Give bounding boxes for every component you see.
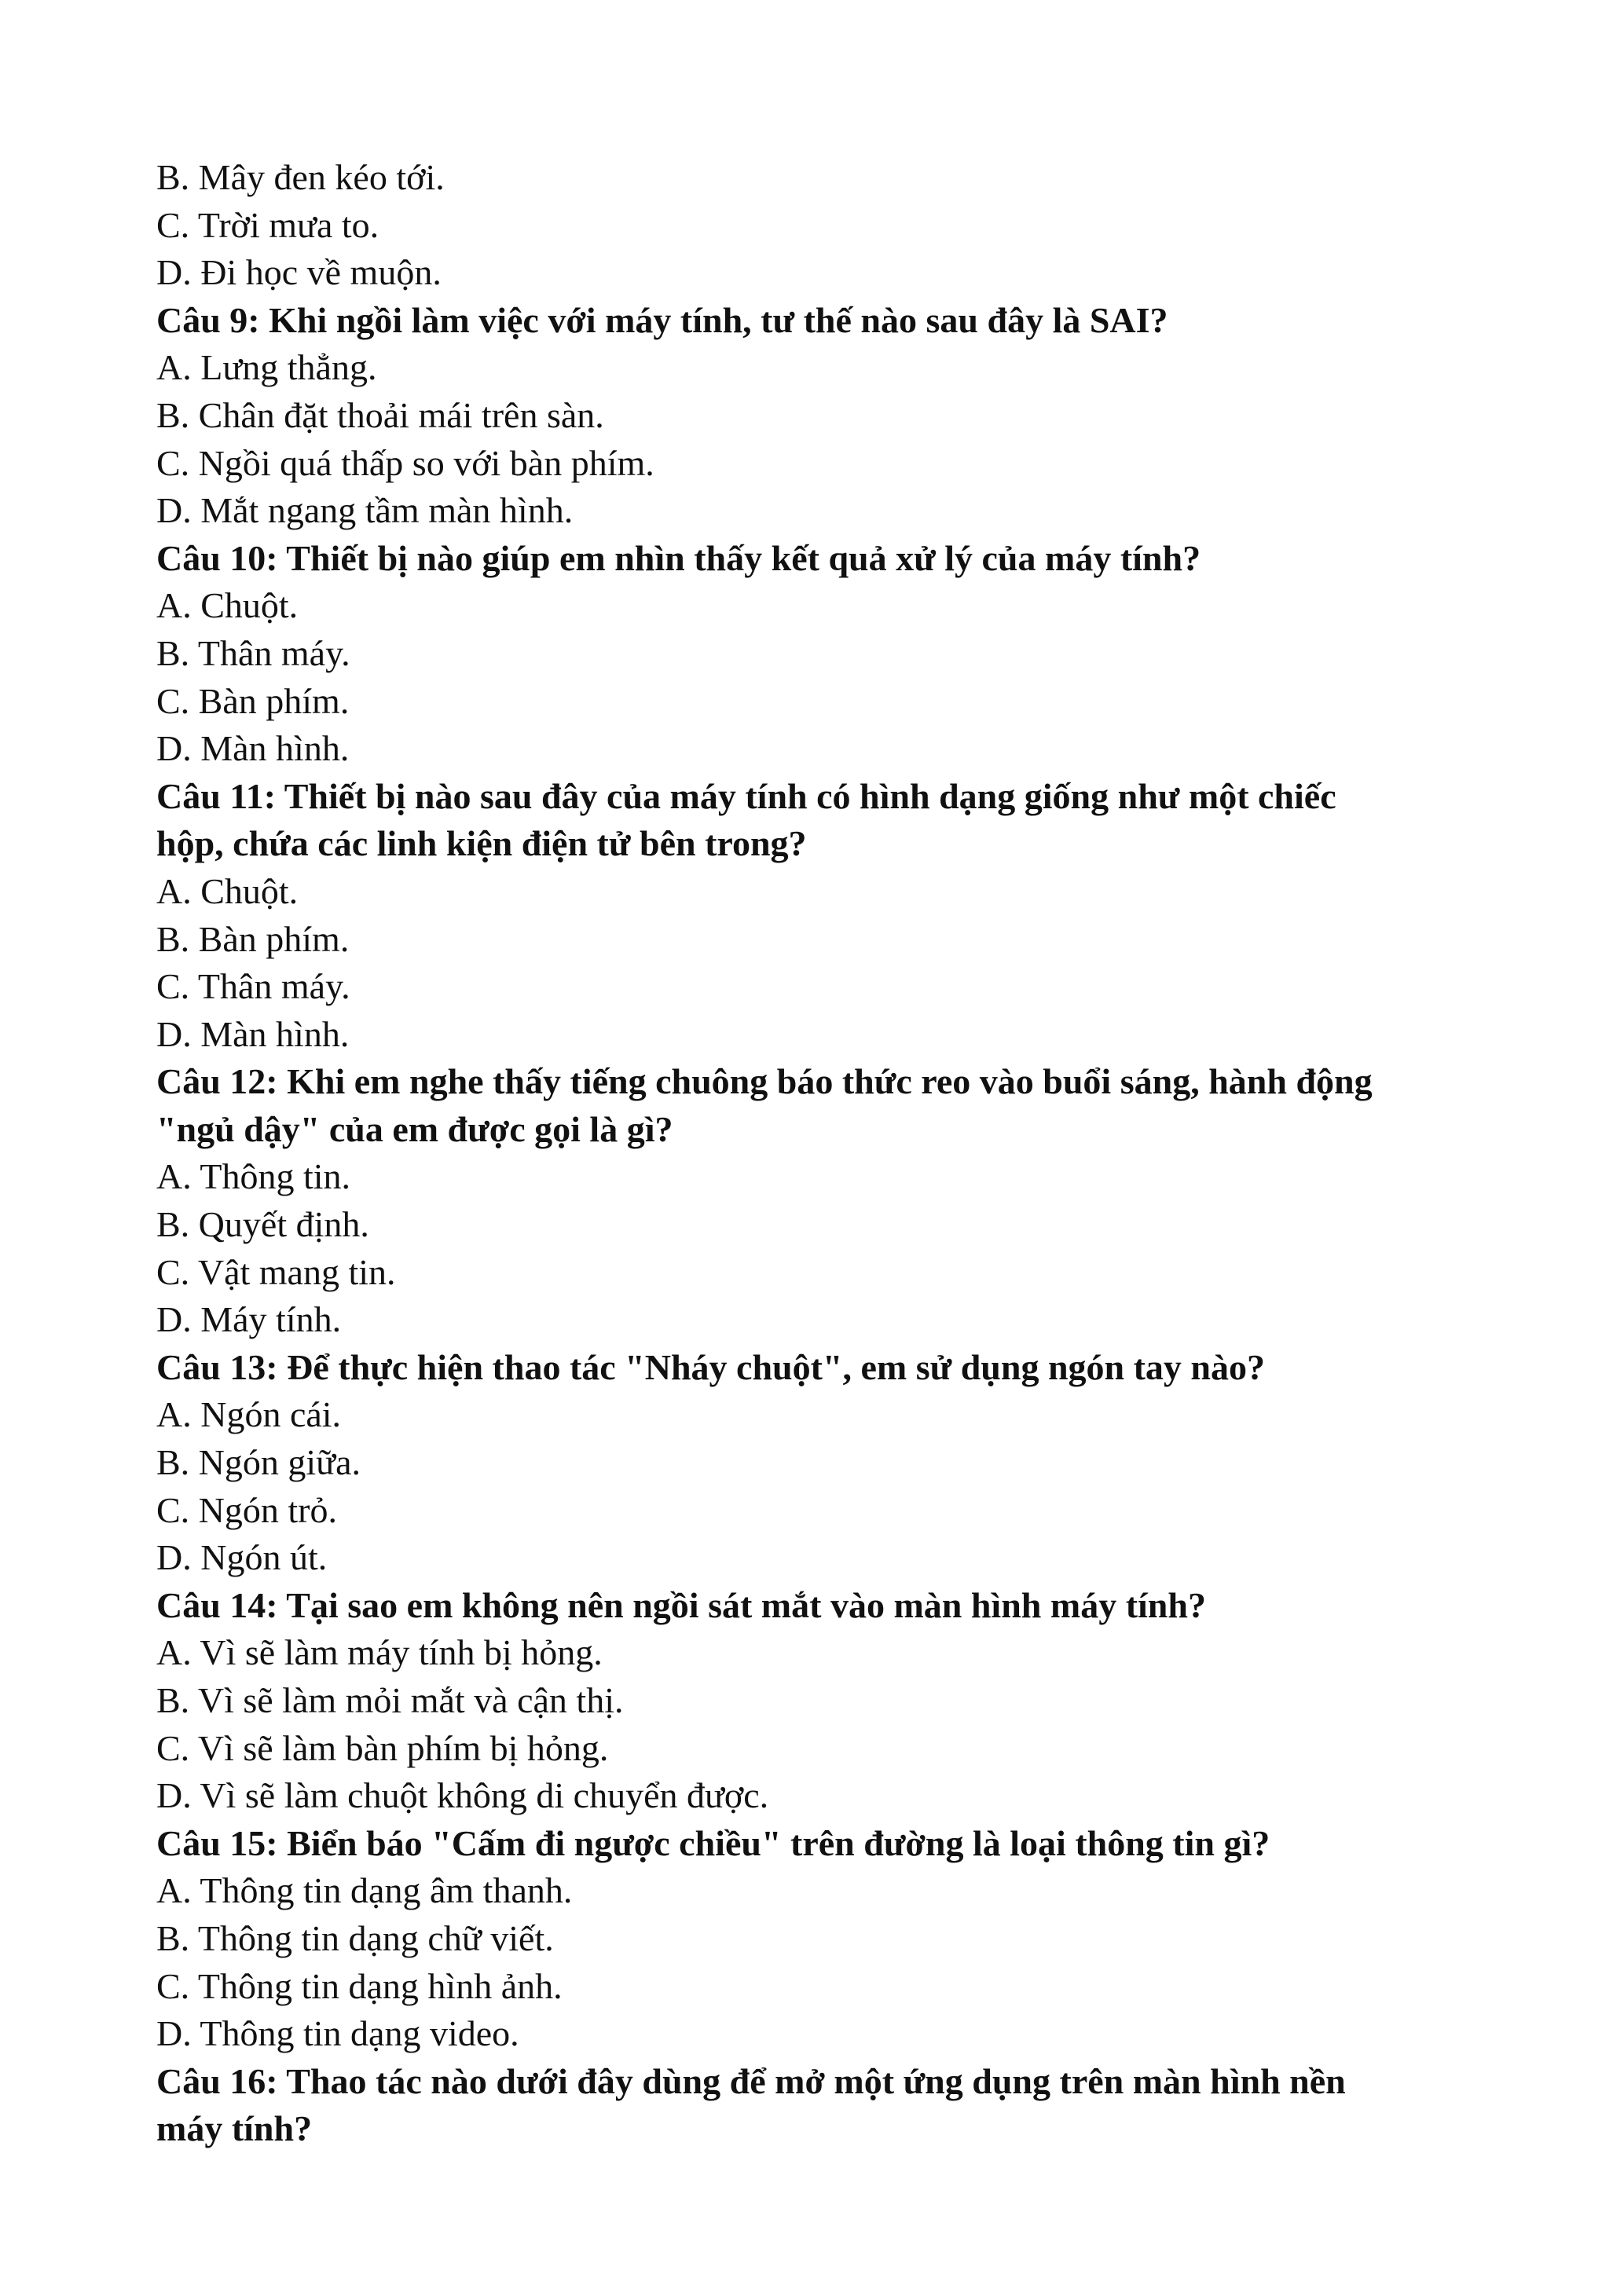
option-line: B. Thông tin dạng chữ viết. [156,1917,554,1958]
option-line: B. Ngón giữa. [156,1442,361,1483]
option-line: C. Trời mưa to. [156,204,379,245]
question-heading: Câu 11: Thiết bị nào sau đây của máy tính có hình dạng giống như một chiếc [156,775,1336,816]
option-line: D. Ngón út. [156,1537,328,1578]
option-line: A. Thông tin dạng âm thanh. [156,1870,573,1911]
question-heading: "ngủ dậy" của em được gọi là gì? [156,1108,673,1149]
option-line: D. Đi học về muộn. [156,252,442,293]
question-heading: máy tính? [156,2108,313,2149]
option-line: C. Vì sẽ làm bàn phím bị hỏng. [156,1727,609,1768]
option-line: C. Ngồi quá thấp so với bàn phím. [156,442,654,483]
option-line: B. Thân máy. [156,632,350,673]
option-line: B. Vì sẽ làm mỏi mắt và cận thị. [156,1680,624,1720]
question-heading: Câu 13: Để thực hiện thao tác "Nháy chuột", em sử dụng ngón tay nào? [156,1346,1266,1387]
option-line: B. Bàn phím. [156,918,350,959]
document-page [156,154,1476,2153]
question-heading: Câu 12: Khi em nghe thấy tiếng chuông báo thức reo vào buổi sáng, hành động [156,1061,1373,1102]
option-line: C. Ngón trỏ. [156,1489,337,1530]
question-heading: hộp, chứa các linh kiện điện tử bên trong? [156,823,807,864]
question-heading: Câu 15: Biển báo "Cấm đi ngược chiều" trên đường là loại thông tin gì? [156,1822,1270,1863]
option-line: B. Mây đen kéo tới. [156,157,445,197]
option-line: A. Thông tin. [156,1156,351,1197]
option-line: A. Chuột. [156,585,299,626]
option-line: B. Chân đặt thoải mái trên sàn. [156,394,604,435]
option-line: C. Bàn phím. [156,680,350,721]
option-line: A. Vì sẽ làm máy tính bị hỏng. [156,1632,603,1673]
question-heading: Câu 14: Tại sao em không nên ngồi sát mắt vào màn hình máy tính? [156,1584,1206,1625]
option-line: C. Vật mang tin. [156,1251,396,1292]
option-line: A. Chuột. [156,870,299,911]
option-line: D. Máy tính. [156,1299,342,1340]
option-line: D. Màn hình. [156,1013,350,1054]
option-line: B. Quyết định. [156,1204,369,1245]
question-heading: Câu 10: Thiết bị nào giúp em nhìn thấy kết quả xử lý của máy tính? [156,537,1201,578]
option-line: A. Lưng thẳng. [156,347,377,388]
option-line: C. Thông tin dạng hình ảnh. [156,1965,563,2006]
question-heading: Câu 16: Thao tác nào dưới đây dùng để mở một ứng dụng trên màn hình nền [156,2060,1346,2101]
option-line: D. Màn hình. [156,728,350,769]
question-heading: Câu 9: Khi ngồi làm việc với máy tính, tư thế nào sau đây là SAI? [156,299,1168,340]
option-line: C. Thân máy. [156,966,350,1007]
option-line: D. Mắt ngang tầm màn hình. [156,490,574,531]
option-line: A. Ngón cái. [156,1394,342,1435]
option-line: D. Vì sẽ làm chuột không di chuyển được. [156,1775,769,1816]
option-line: D. Thông tin dạng video. [156,2013,519,2054]
